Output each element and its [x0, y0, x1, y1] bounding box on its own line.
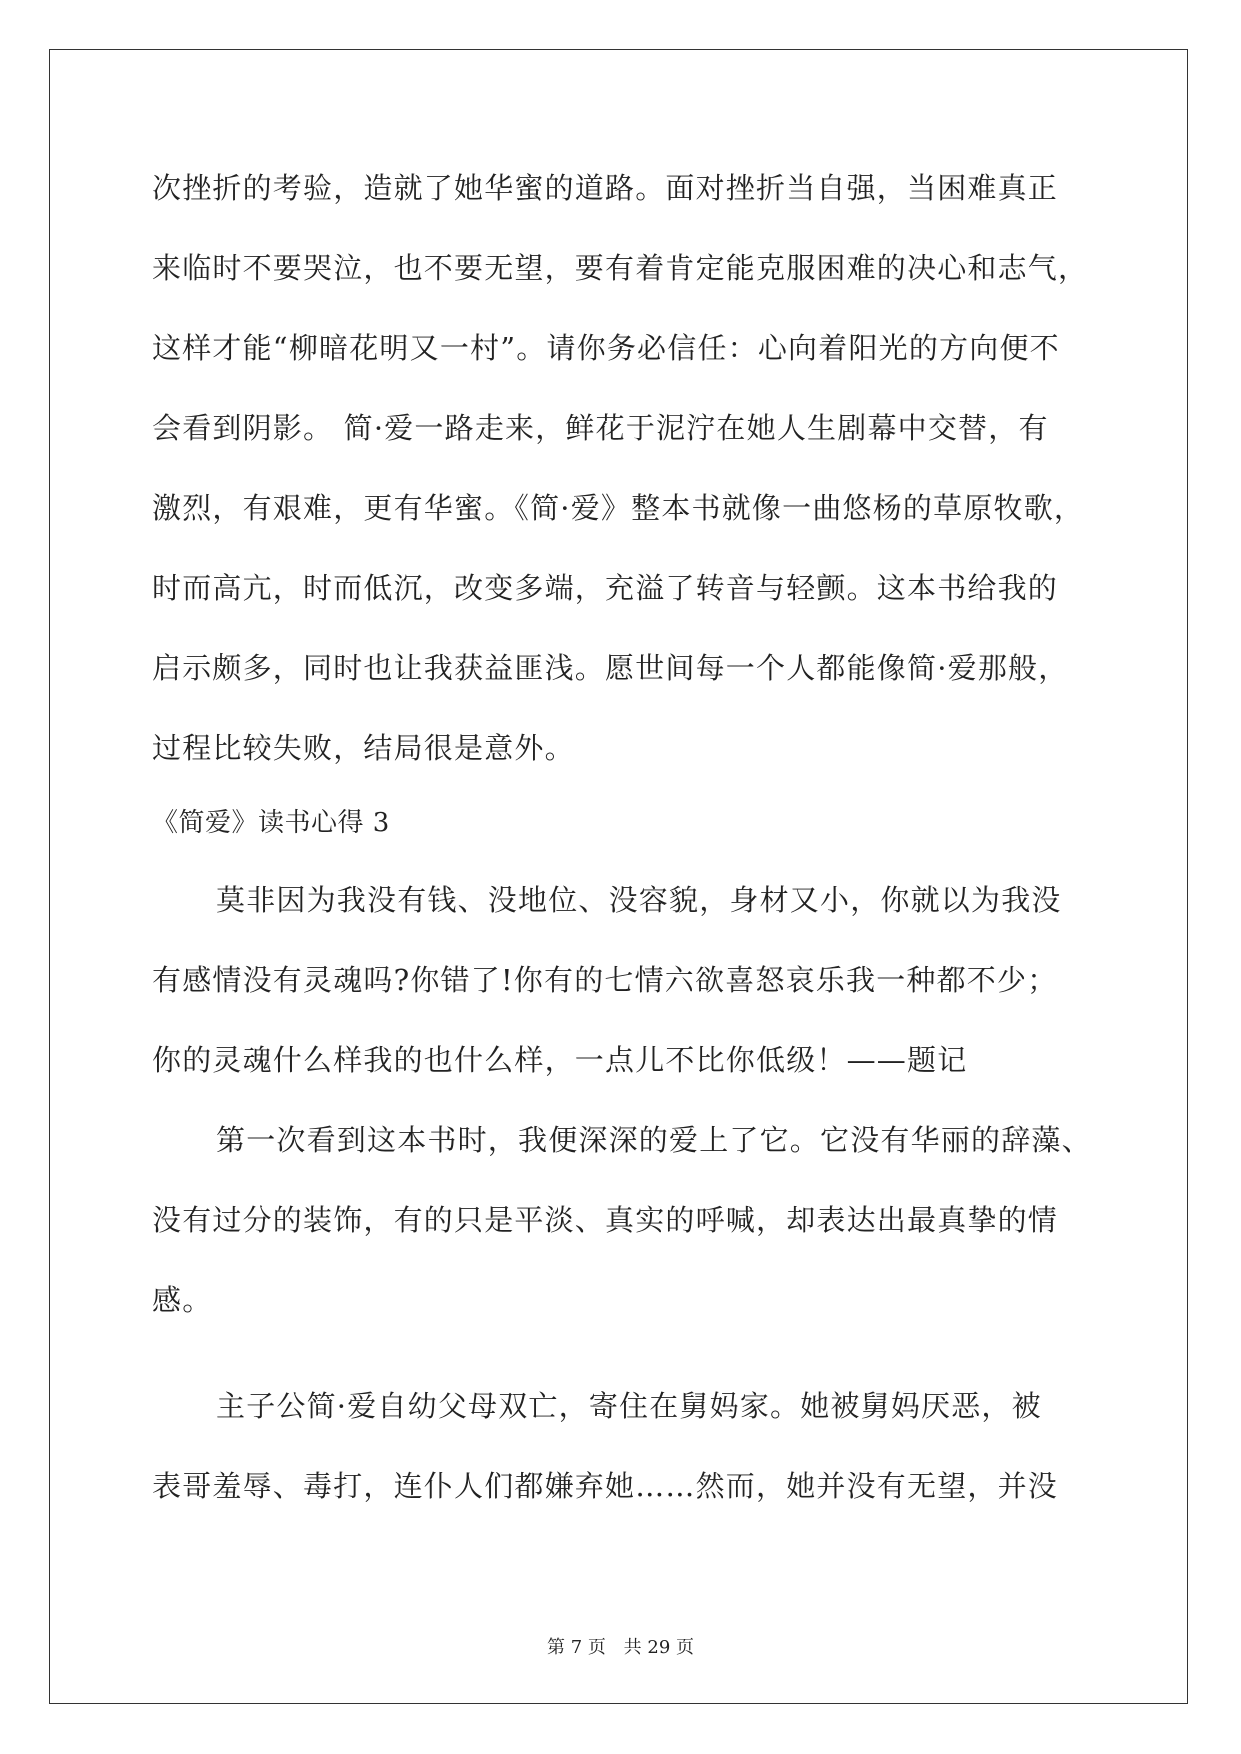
text-line: 表哥羞辱、毒打，连仆人们都嫌弃她……然而，她并没有无望，并没: [152, 1469, 1059, 1503]
text-line: 次挫折的考验，造就了她华蜜的道路。面对挫折当自强，当困难真正: [152, 171, 1059, 205]
text-line: 这样才能“柳暗花明又一村”。请你务必信任：心向着阳光的方向便不: [152, 331, 1060, 365]
paragraph-start-line: 主子公简·爱自幼父母双亡，寄住在舅妈家。她被舅妈厌恶，被: [216, 1389, 1042, 1423]
text-line: 会看到阴影。 简·爱一路走来，鲜花于泥泞在她人生剧幕中交替，有: [152, 411, 1049, 445]
page-total: 共 29 页: [623, 1637, 694, 1658]
page-number: 第 7 页: [547, 1637, 606, 1658]
text-line: 激烈，有艰难，更有华蜜。《简·爱》整本书就像一曲悠杨的草原牧歌，: [152, 491, 1085, 525]
text-line: 感。: [152, 1283, 213, 1317]
text-line: 过程比较失败，结局很是意外。: [152, 731, 575, 765]
section-heading: 《简爱》读书心得 3: [152, 808, 390, 838]
text-line: 来临时不要哭泣，也不要无望，要有着肯定能克服困难的决心和志气，: [152, 251, 1089, 285]
page-footer: [0, 1636, 1241, 1660]
text-line: 时而高亢，时而低沉，改变多端，充溢了转音与轻颤。这本书给我的: [152, 571, 1059, 605]
text-line: 有感情没有灵魂吗?你错了!你有的七情六欲喜怒哀乐我一种都不少；: [152, 963, 1058, 997]
text-line: 你的灵魂什么样我的也什么样，一点儿不比你低级！——题记: [152, 1043, 968, 1077]
paragraph-start-line: 莫非因为我没有钱、没地位、没容貌，身材又小，你就以为我没: [216, 883, 1062, 917]
page-border: [49, 49, 1188, 1704]
paragraph-start-line: 第一次看到这本书时，我便深深的爱上了它。它没有华丽的辞藻、: [216, 1123, 1092, 1157]
text-line: 启示颇多，同时也让我获益匪浅。愿世间每一个人都能像简·爱那般，: [152, 651, 1069, 685]
text-line: 没有过分的装饰，有的只是平淡、真实的呼喊，却表达出最真挚的情: [152, 1203, 1059, 1237]
